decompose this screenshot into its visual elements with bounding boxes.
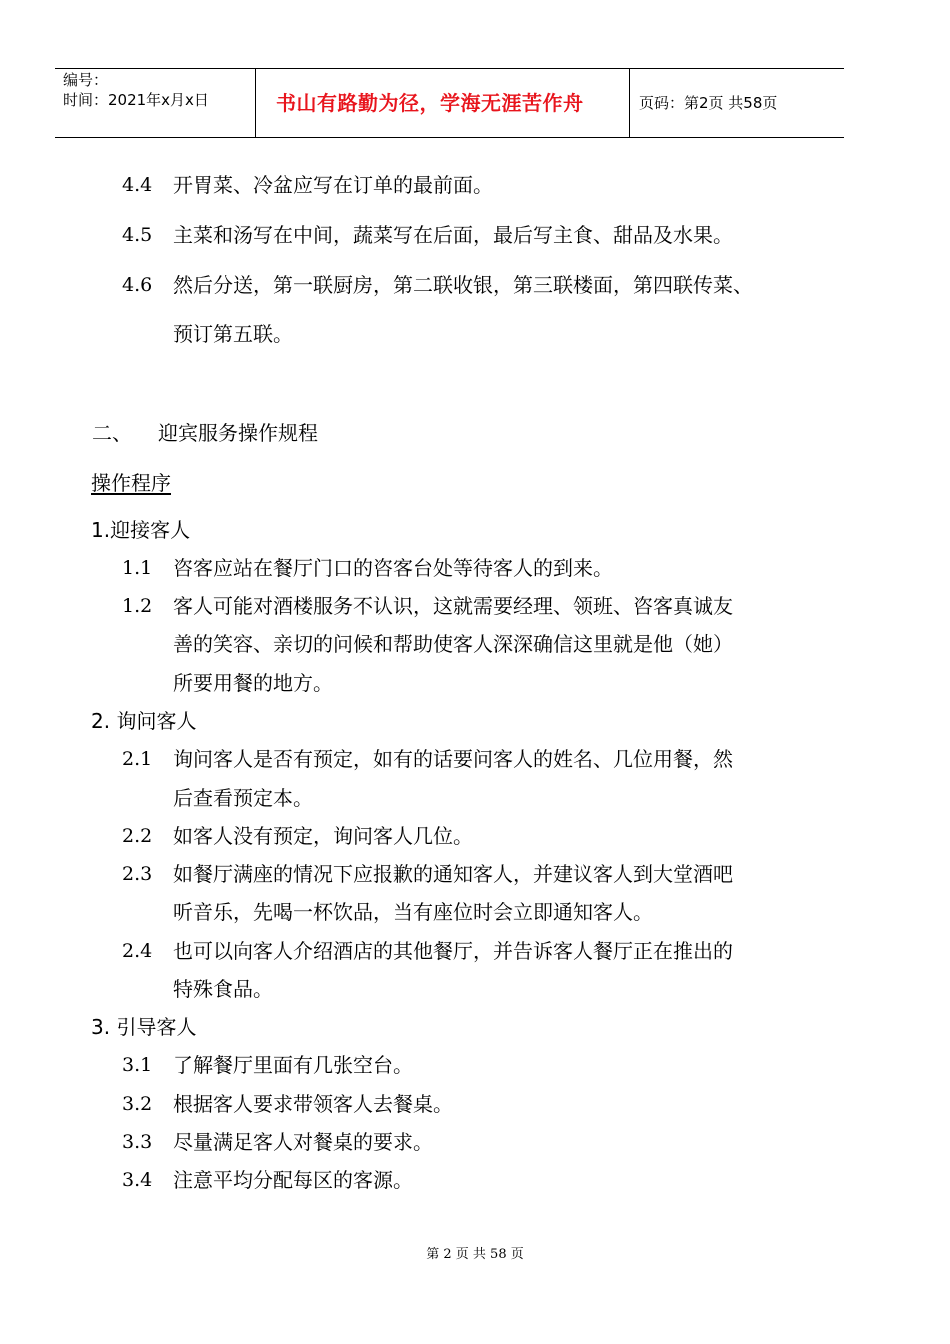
item-text: 然后分送，第一联厨房，第二联收银，第三联楼面，第四联传菜、 bbox=[173, 273, 753, 297]
step-title: 1.迎接客人 bbox=[91, 518, 191, 542]
number-label: 编号： bbox=[63, 71, 109, 89]
item-text: 听音乐，先喝一杯饮品，当有座位时会立即通知客人。 bbox=[173, 900, 653, 924]
item-text: 咨客应站在餐厅门口的咨客台处等待客人的到来。 bbox=[173, 556, 613, 580]
header-middle-cell bbox=[255, 69, 630, 137]
section-title: 迎宾服务操作规程 bbox=[158, 421, 318, 445]
item-text: 所要用餐的地方。 bbox=[173, 671, 333, 695]
item-text: 尽量满足客人对餐桌的要求。 bbox=[173, 1130, 433, 1154]
item-text: 了解餐厅里面有几张空台。 bbox=[173, 1053, 413, 1077]
item-number: 2.2 bbox=[122, 825, 153, 847]
item-number: 4.4 bbox=[122, 174, 153, 196]
section-number: 二、 bbox=[92, 421, 132, 445]
item-text: 询问客人是否有预定，如有的话要问客人的姓名、几位用餐，然 bbox=[173, 747, 733, 771]
item-number: 4.5 bbox=[122, 224, 153, 246]
item-number: 3.2 bbox=[122, 1093, 153, 1115]
page-footer: 第 2 页 共 58 页 bbox=[426, 1247, 524, 1262]
item-text: 特殊食品。 bbox=[173, 977, 273, 1001]
item-text: 如客人没有预定，询问客人几位。 bbox=[173, 824, 473, 848]
item-text: 客人可能对酒楼服务不认识，这就需要经理、领班、咨客真诚友 bbox=[173, 594, 733, 618]
item-number: 2.4 bbox=[122, 940, 153, 962]
item-number: 1.1 bbox=[122, 557, 153, 579]
item-text: 开胃菜、冷盆应写在订单的最前面。 bbox=[173, 173, 493, 197]
step-title: 3. 引导客人 bbox=[91, 1015, 197, 1039]
item-text: 根据客人要求带领客人去餐桌。 bbox=[173, 1092, 453, 1116]
item-number: 3.1 bbox=[122, 1054, 153, 1076]
item-number: 2.3 bbox=[122, 863, 153, 885]
item-number: 4.6 bbox=[122, 274, 153, 296]
item-text: 主菜和汤写在中间，蔬菜写在后面，最后写主食、甜品及水果。 bbox=[173, 223, 733, 247]
header-right-cell bbox=[629, 69, 844, 137]
header-table bbox=[55, 68, 844, 138]
item-number: 1.2 bbox=[122, 595, 153, 617]
motto: 书山有路勤为径，学海无涯苦作舟 bbox=[276, 91, 584, 115]
time-label: 时间：2021年x月x日 bbox=[63, 91, 209, 109]
page-label: 页码：第2页 共58页 bbox=[639, 94, 778, 112]
procedure-title: 操作程序 bbox=[91, 471, 171, 495]
item-text: 后查看预定本。 bbox=[173, 786, 313, 810]
item-number: 2.1 bbox=[122, 748, 153, 770]
item-text: 注意平均分配每区的客源。 bbox=[173, 1168, 413, 1192]
item-text: 如餐厅满座的情况下应报歉的通知客人，并建议客人到大堂酒吧 bbox=[173, 862, 733, 886]
item-text: 也可以向客人介绍酒店的其他餐厅，并告诉客人餐厅正在推出的 bbox=[173, 939, 733, 963]
item-text: 善的笑容、亲切的问候和帮助使客人深深确信这里就是他（她） bbox=[173, 632, 733, 656]
header-left-cell bbox=[55, 69, 255, 137]
item-text: 预订第五联。 bbox=[173, 322, 293, 346]
item-number: 3.4 bbox=[122, 1169, 153, 1191]
item-number: 3.3 bbox=[122, 1131, 153, 1153]
step-title: 2. 询问客人 bbox=[91, 709, 197, 733]
